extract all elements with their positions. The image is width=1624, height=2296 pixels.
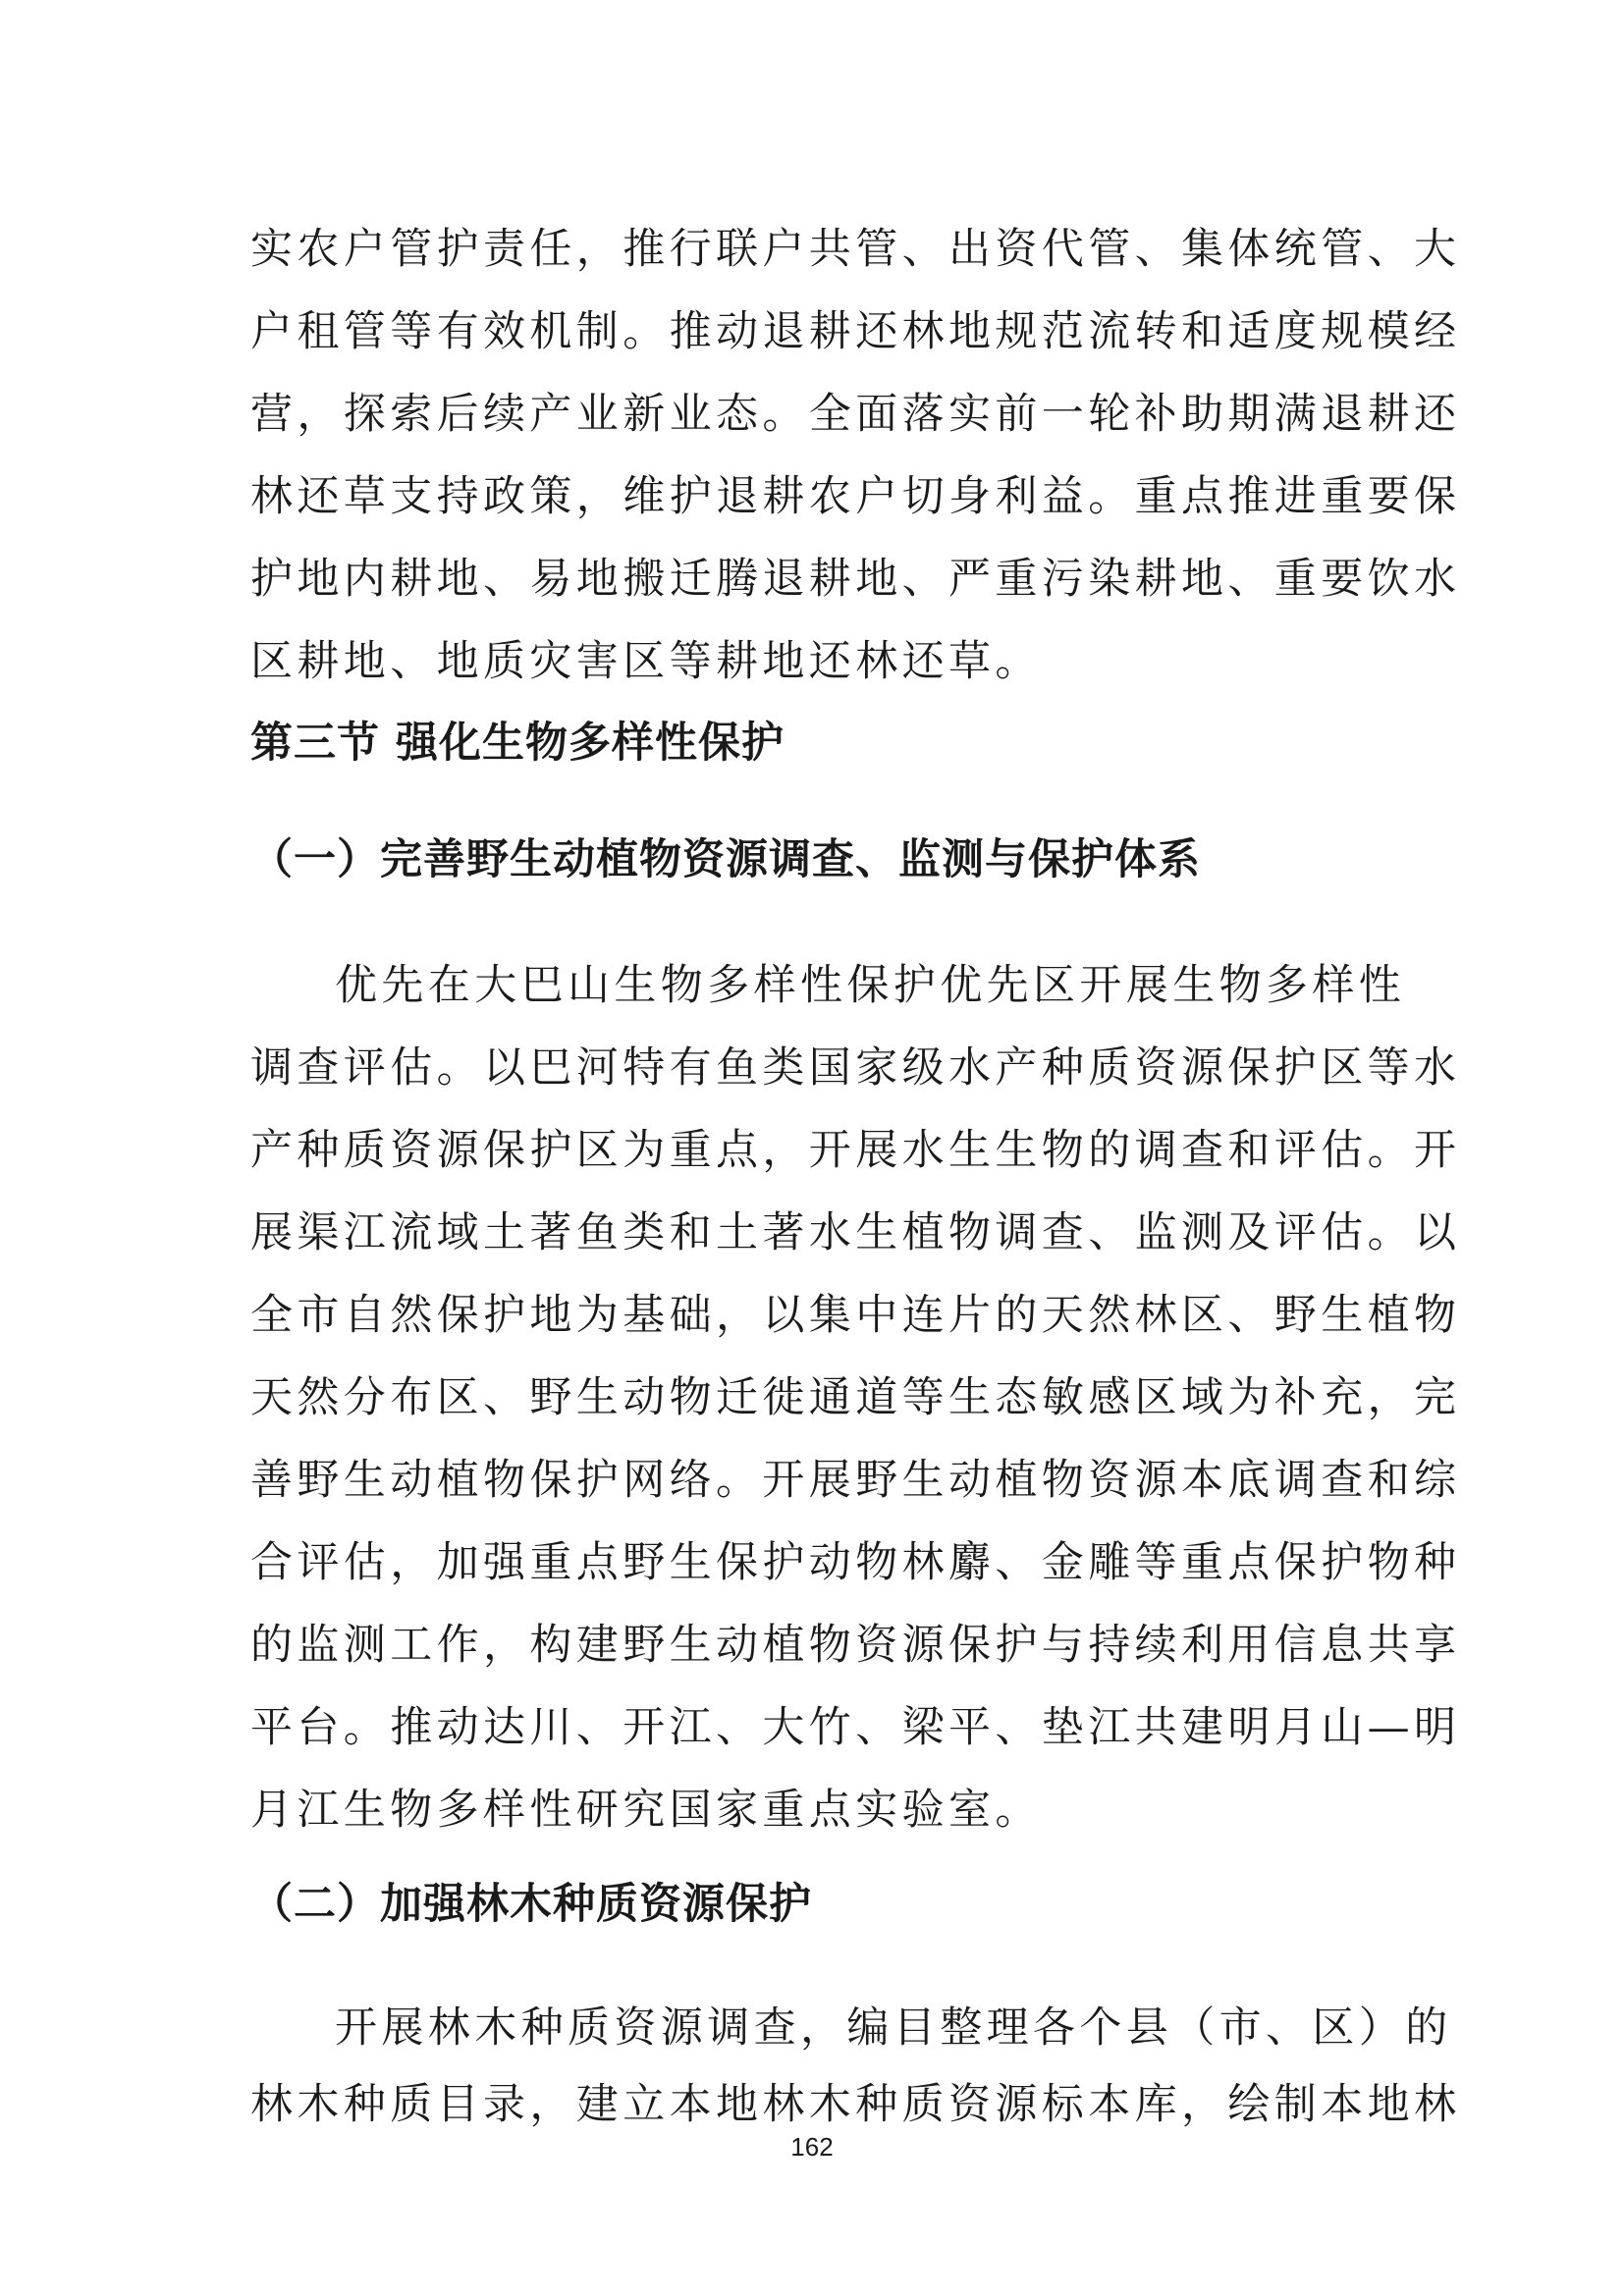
para2-line-10: 平台。推动达川、开江、大竹、梁平、垫江共建明月山—明 bbox=[250, 1703, 1461, 1752]
para2-line-2: 调查评估。以巴河特有鱼类国家级水产种质资源保护区等水 bbox=[250, 1043, 1461, 1093]
para2-line-8: 合评估，加强重点野生保护动物林麝、金雕等重点保护物种 bbox=[250, 1538, 1461, 1587]
para1-line-4: 林还草支持政策，维护退耕农户切身利益。重点推进重要保 bbox=[250, 472, 1461, 521]
para2-line-5: 全市自然保护地为基础，以集中连片的天然林区、野生植物 bbox=[250, 1291, 1461, 1340]
para1-line-5: 护地内耕地、易地搬迁腾退耕地、严重污染耕地、重要饮水 bbox=[250, 555, 1461, 604]
subheading-2: （二）加强林木种质资源保护 bbox=[250, 1880, 812, 1929]
para2-line-11: 月江生物多样性研究国家重点实验室。 bbox=[250, 1786, 1042, 1835]
para2-line-7: 善野生动植物保护网络。开展野生动植物资源本底调查和综 bbox=[250, 1456, 1461, 1505]
para2-line-9: 的监测工作，构建野生动植物资源保护与持续利用信息共享 bbox=[250, 1621, 1461, 1670]
para3-line-1: 开展林木种质资源调查，编目整理各个县（市、区）的 bbox=[335, 2003, 1452, 2053]
section-heading: 第三节 强化生物多样性保护 bbox=[250, 719, 785, 768]
subheading-1: （一）完善野生动植物资源调查、监测与保护体系 bbox=[250, 835, 1201, 884]
para1-line-3: 营，探索后续产业新业态。全面落实前一轮补助期满退耕还 bbox=[250, 390, 1461, 439]
para3-line-2: 林木种质目录，建立本地林木种质资源标本库，绘制本地林 bbox=[250, 2080, 1461, 2129]
page-number: 162 bbox=[790, 2132, 834, 2162]
para2-line-4: 展渠江流域土著鱼类和土著水生植物调查、监测及评估。以 bbox=[250, 1208, 1461, 1257]
para1-line-2: 户租管等有效机制。推动退耕还林地规范流转和适度规模经 bbox=[250, 307, 1461, 356]
para2-line-3: 产种质资源保护区为重点，开展水生生物的调查和评估。开 bbox=[250, 1126, 1461, 1175]
para2-line-1: 优先在大巴山生物多样性保护优先区开展生物多样性 bbox=[335, 961, 1406, 1010]
para1-line-1: 实农户管护责任，推行联户共管、出资代管、集体统管、大 bbox=[250, 225, 1461, 274]
para1-line-6: 区耕地、地质灾害区等耕地还林还草。 bbox=[250, 637, 1042, 686]
para2-line-6: 天然分布区、野生动物迁徙通道等生态敏感区域为补充，完 bbox=[250, 1373, 1461, 1422]
